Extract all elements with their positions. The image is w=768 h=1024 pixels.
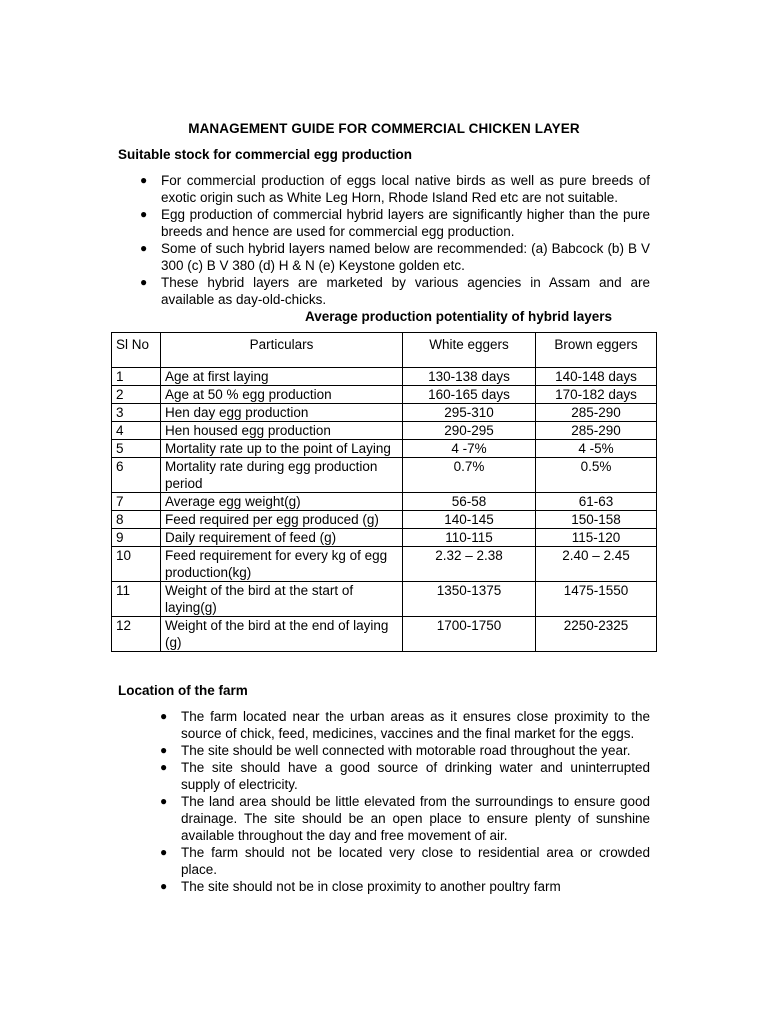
table-cell-brown-eggers: 61-63 <box>536 493 657 511</box>
table-cell-white-eggers: 160-165 days <box>403 386 536 404</box>
table-cell-particulars: Feed requirement for every kg of egg production(kg) <box>161 547 403 582</box>
list-item: ● Egg production of commercial hybrid layers are significantly higher than the pure breeds and hence are used for commercial egg production. <box>140 207 650 239</box>
list-item: ● Some of such hybrid layers named below are recommended: (a) Babcock (b) B V 300 (c) B V 380 (d) H & N (e) Keystone golden etc. <box>140 241 650 273</box>
table-cell-brown-eggers: 150-158 <box>536 511 657 529</box>
list-item: ● The site should not be in close proximity to another poultry farm <box>160 879 561 894</box>
table-row <box>112 617 657 652</box>
table-cell-particulars: Daily requirement of feed (g) <box>161 529 403 547</box>
table-cell-particulars: Hen day egg production <box>161 404 403 422</box>
list-item: ● The site should be well connected with motorable road throughout the year. <box>160 743 631 758</box>
table-row <box>112 547 657 582</box>
list-item: ● The site should have a good source of drinking water and uninterrupted supply of electricity. <box>160 760 650 792</box>
column-header-white-eggers: White eggers <box>403 333 536 368</box>
table-caption: Average production potentiality of hybrid layers <box>305 309 613 324</box>
table-cell-white-eggers: 130-138 days <box>403 368 536 386</box>
bullet-icon: ● <box>160 743 168 757</box>
table-cell-white-eggers: 290-295 <box>403 422 536 440</box>
location-bullet-list <box>157 708 650 895</box>
table-cell-sl-no: 2 <box>112 386 161 404</box>
table-cell-brown-eggers: 170-182 days <box>536 386 657 404</box>
table-cell-sl-no: 3 <box>112 404 161 422</box>
table-cell-white-eggers: 2.32 – 2.38 <box>403 547 536 582</box>
table-cell-sl-no: 6 <box>112 458 161 493</box>
table-cell-white-eggers: 140-145 <box>403 511 536 529</box>
column-header-sl-no: Sl No <box>112 333 161 368</box>
table-cell-sl-no: 4 <box>112 422 161 440</box>
table-row <box>112 422 657 440</box>
table-cell-brown-eggers: 2250-2325 <box>536 617 657 652</box>
table-row <box>112 511 657 529</box>
list-item: ● The land area should be little elevated from the surroundings to ensure good drainage. The site should be an open place to ensure plenty of sunshine available throughout the day and free movement of air. <box>160 794 650 843</box>
list-item: ● These hybrid layers are marketed by various agencies in Assam and are available as day-old-chicks. <box>140 275 650 307</box>
table-cell-particulars: Age at 50 % egg production <box>161 386 403 404</box>
table-cell-brown-eggers: 1475-1550 <box>536 582 657 617</box>
table-cell-white-eggers: 0.7% <box>403 458 536 493</box>
table-cell-sl-no: 9 <box>112 529 161 547</box>
bullet-icon: ● <box>160 794 168 808</box>
list-item: ● For commercial production of eggs local native birds as well as pure breeds of exotic origin such as White Leg Horn, Rhode Island Red etc are not suitable. <box>140 173 650 205</box>
table-cell-sl-no: 11 <box>112 582 161 617</box>
table-cell-particulars: Age at first laying <box>161 368 403 386</box>
table-cell-brown-eggers: 285-290 <box>536 422 657 440</box>
bullet-icon: ● <box>160 879 168 893</box>
table-cell-brown-eggers: 140-148 days <box>536 368 657 386</box>
table-row <box>112 529 657 547</box>
table-cell-white-eggers: 110-115 <box>403 529 536 547</box>
bullet-icon: ● <box>140 241 148 255</box>
table-cell-particulars: Mortality rate up to the point of Laying <box>161 440 403 458</box>
table-row <box>112 404 657 422</box>
table-cell-white-eggers: 295-310 <box>403 404 536 422</box>
bullet-icon: ● <box>140 173 148 187</box>
column-header-particulars: Particulars <box>161 333 403 368</box>
table-cell-particulars: Average egg weight(g) <box>161 493 403 511</box>
production-table <box>111 332 657 652</box>
bullet-icon: ● <box>160 709 168 723</box>
section-heading-stock: Suitable stock for commercial egg production <box>118 147 413 162</box>
table-row <box>112 368 657 386</box>
table-cell-white-eggers: 1700-1750 <box>403 617 536 652</box>
document-title: MANAGEMENT GUIDE FOR COMMERCIAL CHICKEN LAYER <box>188 121 580 136</box>
column-header-brown-eggers: Brown eggers <box>536 333 657 368</box>
bullet-icon: ● <box>140 275 148 289</box>
stock-bullet-list <box>137 172 650 308</box>
table-cell-brown-eggers: 285-290 <box>536 404 657 422</box>
table-row <box>112 582 657 617</box>
table-row <box>112 440 657 458</box>
bullet-icon: ● <box>160 845 168 859</box>
table-cell-sl-no: 8 <box>112 511 161 529</box>
table-cell-particulars: Feed required per egg produced (g) <box>161 511 403 529</box>
table-row <box>112 386 657 404</box>
bullet-icon: ● <box>140 207 148 221</box>
table-row <box>112 458 657 493</box>
table-cell-particulars: Weight of the bird at the end of laying (g) <box>161 617 403 652</box>
bullet-icon: ● <box>160 760 168 774</box>
table-row <box>112 493 657 511</box>
table-cell-brown-eggers: 2.40 – 2.45 <box>536 547 657 582</box>
table-cell-sl-no: 7 <box>112 493 161 511</box>
table-cell-particulars: Hen housed egg production <box>161 422 403 440</box>
table-cell-white-eggers: 4 -7% <box>403 440 536 458</box>
table-cell-sl-no: 10 <box>112 547 161 582</box>
table-cell-white-eggers: 56-58 <box>403 493 536 511</box>
table-cell-brown-eggers: 0.5% <box>536 458 657 493</box>
table-cell-particulars: Weight of the bird at the start of laying(g) <box>161 582 403 617</box>
table-cell-sl-no: 1 <box>112 368 161 386</box>
list-item: ● The farm located near the urban areas as it ensures close proximity to the source of chick, feed, medicines, vaccines and the final market for the eggs. <box>160 709 650 741</box>
table-cell-brown-eggers: 4 -5% <box>536 440 657 458</box>
table-cell-brown-eggers: 115-120 <box>536 529 657 547</box>
table-cell-white-eggers: 1350-1375 <box>403 582 536 617</box>
table-header-row <box>112 333 657 368</box>
list-item: ● The farm should not be located very close to residential area or crowded place. <box>160 845 650 877</box>
table-cell-particulars: Mortality rate during egg production period <box>161 458 403 493</box>
section-heading-location: Location of the farm <box>118 683 248 698</box>
table-cell-sl-no: 12 <box>112 617 161 652</box>
table-cell-sl-no: 5 <box>112 440 161 458</box>
